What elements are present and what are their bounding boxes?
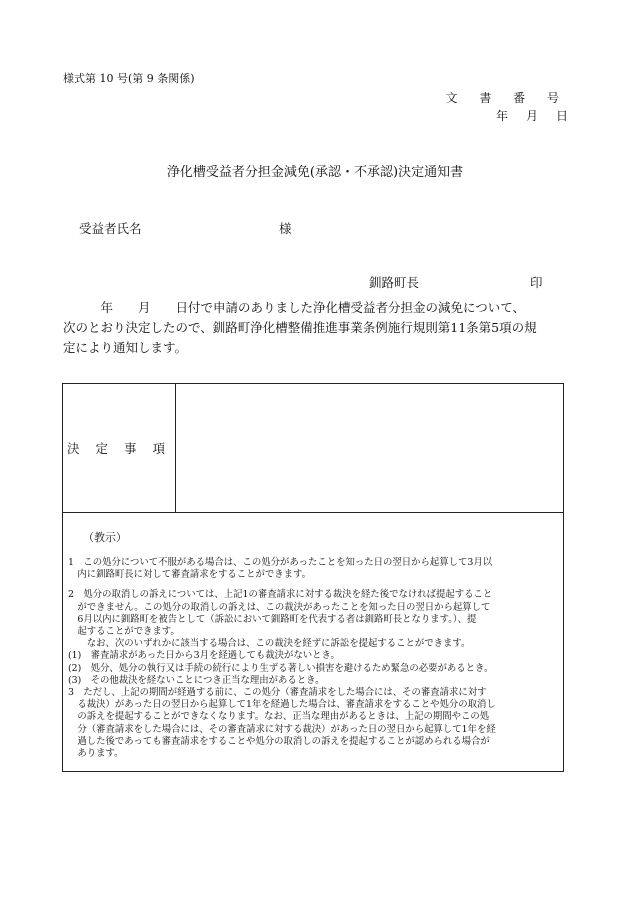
notice-text — [68, 557, 558, 760]
notice-line: る裁決）があった日の翌日から起算して1年を経過した場合は、審査請求をすることや処分の取消し — [68, 699, 496, 711]
document-date — [478, 107, 568, 124]
document-title: 浄化槽受益者分担金減免(承認・不承認)決定通知書 — [166, 165, 464, 180]
body-line: 年 月 日付で申請のありました浄化槽受益者分担金の減免について、 — [63, 300, 526, 315]
seal-mark: 印 — [530, 275, 543, 290]
decision-table — [62, 383, 564, 772]
form-number: 様式第 10 号(第 9 条関係) — [63, 72, 195, 85]
notice-line: (1) 審査請求があった日から3月を経過しても裁決がないとき。 — [68, 650, 340, 662]
body-line: 定により通知します。 — [63, 340, 188, 355]
date-year-label: 年 — [495, 109, 508, 123]
issuer-name: 釧路町長 — [369, 275, 420, 290]
notice-line: 6月以内に釧路町を被告として（訴訟において釧路町を代表する者は釧路町長となります。）、提 — [68, 613, 477, 625]
notice-line: (3) その他裁決を経ないことにつき正当な理由があるとき。 — [68, 674, 325, 686]
recipient-honorific: 様 — [279, 221, 292, 236]
body-line: 次のとおり決定したので、釧路町浄化槽整備推進事業条例施行規則第11条第5項の規 — [63, 320, 537, 335]
notice-line: 内に釧路町長に対して審査請求をすることができます。 — [68, 569, 312, 581]
date-month-label: 月 — [525, 109, 538, 123]
notice-line: 3 ただし、上記の期間が経過する前に、この処分（審査請求をした場合には、その審査請求に対す — [68, 687, 487, 699]
decision-value-field[interactable] — [176, 384, 563, 512]
notice-line: 分（審査請求をした場合には、その審査請求に対する裁決）があった日の翌日から起算して1年を経 — [68, 723, 496, 735]
notice-line: の訴えを提起することができなくなります。なお、正当な理由があるときは、上記の期間やこの処 — [68, 711, 490, 723]
date-day-label: 日 — [555, 109, 568, 123]
notice-line: あります。 — [68, 748, 124, 760]
notice-line: 起することができます。 — [68, 626, 180, 638]
notice-line: 過した後であっても審査請求をすることや処分の取消しの訴えを提起することが認められる場合が — [68, 735, 490, 747]
notice-line: 2 処分の取消しの訴えについては、上記1の審査請求に対する裁決を経た後でなければ提起すること — [68, 589, 493, 601]
recipient-label: 受益者氏名 — [79, 221, 142, 236]
decision-row — [63, 384, 563, 513]
notice-line: 1 この処分について不服がある場合は、この処分があったことを知った日の翌日から起算して3月以 — [68, 557, 493, 568]
decision-label: 決 定 事 項 — [63, 384, 176, 512]
notice-heading: （教示） — [83, 531, 127, 544]
notice-line: なお、次のいずれかに該当する場合は、この裁決を経ずに訴訟を提起することができます。 — [68, 638, 471, 650]
document-number-label: 文 書 番 号 — [445, 91, 568, 105]
notice-line: (2) 処分、処分の執行又は手続の続行により生ずる著しい損害を避けるため緊急の必要があるとき。 — [68, 662, 494, 674]
notification-body — [63, 298, 568, 358]
notice-line: ができません。この処分の取消しの訴えは、この裁決があったことを知った日の翌日から起算して — [68, 601, 491, 613]
